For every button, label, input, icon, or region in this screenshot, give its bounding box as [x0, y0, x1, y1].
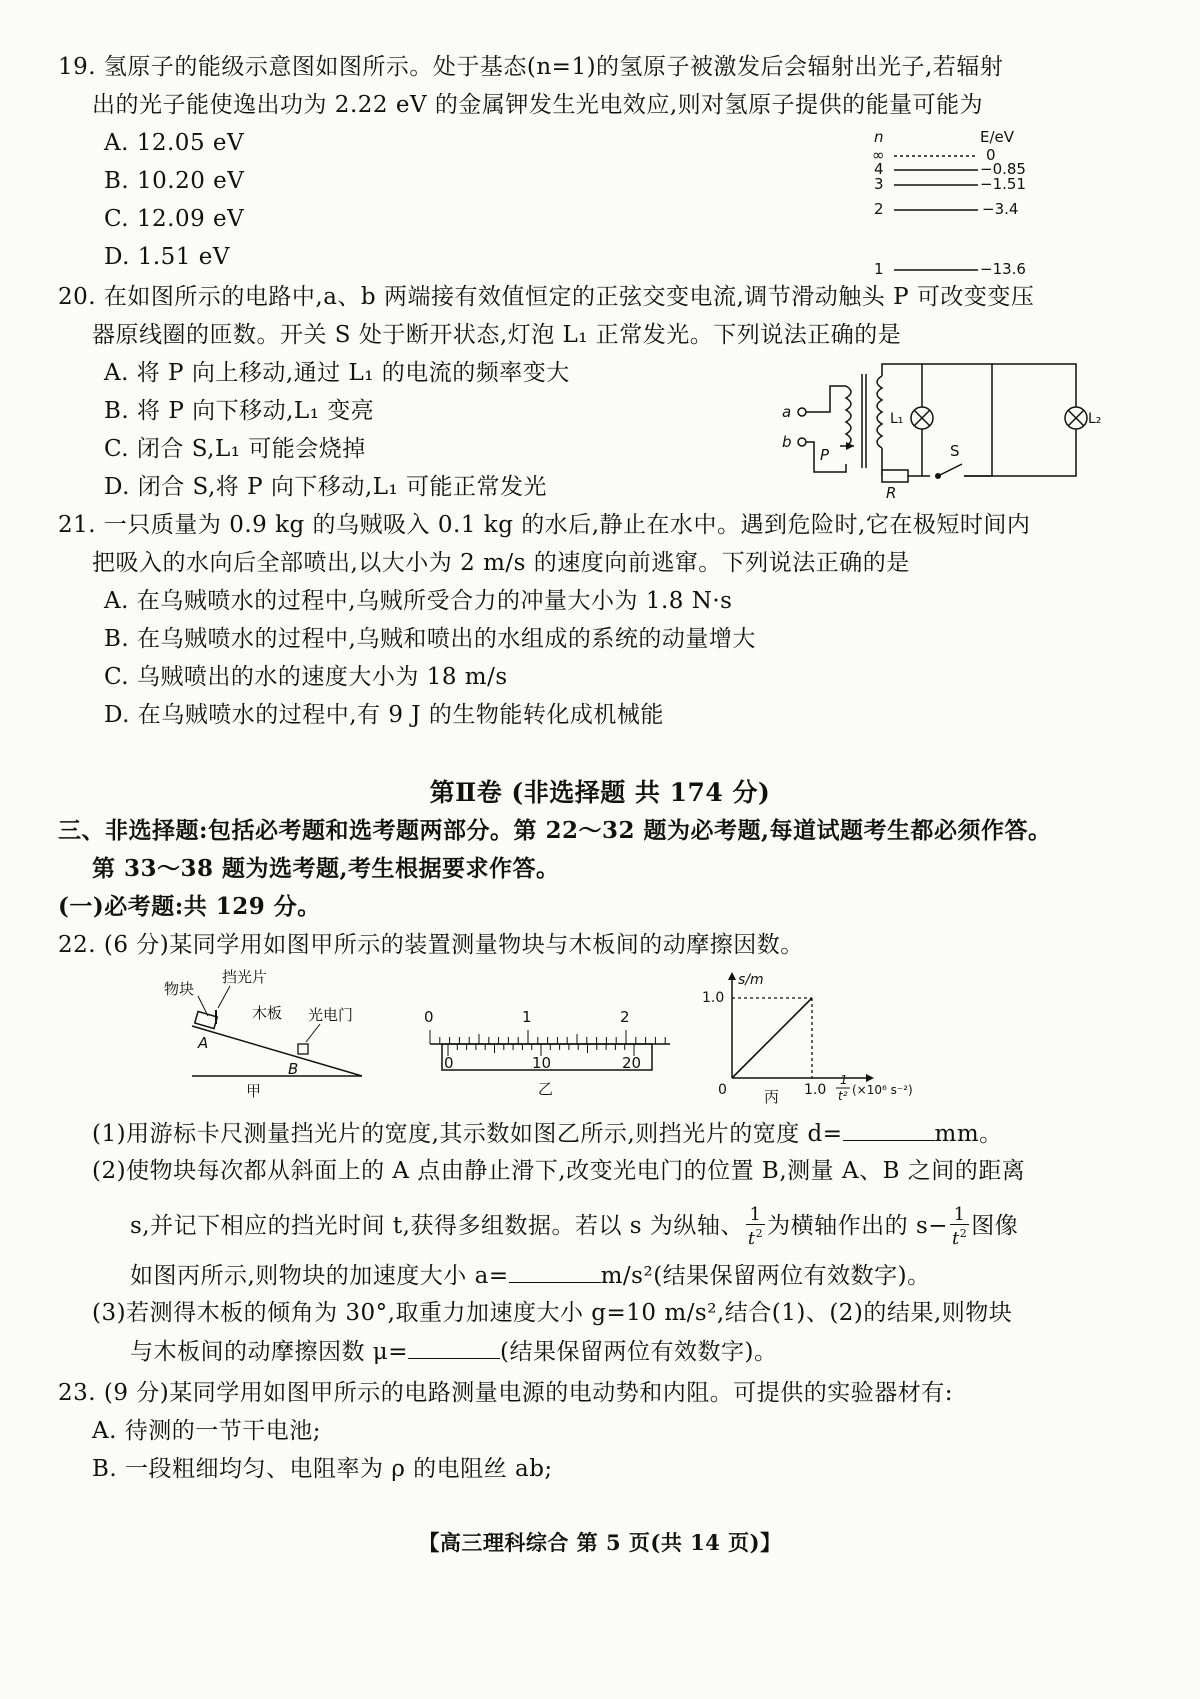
switch-s-label: S: [950, 442, 960, 460]
terminal-a-label: a: [782, 403, 792, 421]
level-3-e: −1.51: [980, 175, 1026, 193]
level-3-n: 3: [874, 175, 884, 193]
main-tick-1: 1: [522, 1008, 532, 1026]
q23-item-a: A. 待测的一节干电池;: [92, 1418, 321, 1444]
q22-stem: 22. (6 分)某同学用如图甲所示的装置测量物块与木板间的动摩擦因数。: [58, 932, 804, 958]
q22-part3-line1: (3)若测得木板的倾角为 30°,取重力加速度大小 g=10 m/s²,结合(1)、(2)的结果,则物块: [92, 1300, 1013, 1326]
incline-board: [192, 1026, 362, 1076]
q21-option-d: D. 在乌贼喷水的过程中,有 9 J 的生物能转化成机械能: [104, 702, 664, 728]
level-4-e: −0.85: [980, 160, 1026, 178]
inverse-t-squared-fraction-2: $\frac{1}{t^2}$: [952, 1204, 968, 1249]
q22-part3-line2: [130, 1336, 777, 1367]
x-axis-unit: (×10⁶ s⁻²): [852, 1083, 913, 1097]
level-inf-n: ∞: [872, 146, 885, 164]
block: [195, 1011, 218, 1028]
page-footer: 【高三理科综合 第 5 页(共 14 页)】: [418, 1530, 782, 1555]
primary-coil: [846, 386, 851, 446]
q22-part2-line2c: 图像: [971, 1213, 1019, 1239]
q22-part2-line1: (2)使物块每次都从斜面上的 A 点由静止滑下,改变光电门的位置 B,测量 A、B 之间的距离: [92, 1158, 1026, 1184]
q20-option-c: C. 闭合 S,L₁ 可能会烧掉: [104, 436, 366, 462]
lamp-l2-label: L₂: [1088, 411, 1102, 427]
q21-stem-line2: 把吸入的水向后全部喷出,以大小为 2 m/s 的速度向前逃窜。下列说法正确的是: [92, 550, 910, 576]
figure-jia-caption: 甲: [246, 1082, 262, 1100]
figure-yi-caption: 乙: [538, 1080, 554, 1098]
board-label: 木板: [252, 1004, 283, 1022]
point-b-label: B: [288, 1060, 299, 1078]
resistor-r: [882, 470, 908, 482]
y-tick-label: 1.0: [702, 990, 725, 1006]
q22-part1-text: (1)用游标卡尺测量挡光片的宽度,其示数如图乙所示,则挡光片的宽度 d=: [92, 1121, 843, 1147]
photogate: [298, 1044, 308, 1054]
level-4-n: 4: [874, 160, 884, 178]
q22-part2-line2a: s,并记下相应的挡光时间 t,获得多组数据。若以 s 为纵轴、: [130, 1213, 744, 1239]
q19-stem-line2: 出的光子能使逸出功为 2.22 eV 的金属钾发生光电效应,则对氢原子提供的能量可能为: [92, 92, 984, 118]
q21-option-c: C. 乌贼喷出的水的速度大小为 18 m/s: [104, 664, 508, 690]
q23-item-b: B. 一段粗细均匀、电阻率为 ρ 的电阻丝 ab;: [92, 1456, 553, 1482]
point-a-label: A: [198, 1034, 209, 1052]
q19-option-d: D. 1.51 eV: [104, 244, 230, 270]
q19-stem-line1: 19. 氢原子的能级示意图如图所示。处于基态(n=1)的氢原子被激发后会辐射出光子,若辐射: [58, 54, 1004, 80]
x-axis-label-den: t²: [838, 1089, 848, 1103]
transformer-circuit-diagram: [780, 356, 1102, 502]
s-vs-inverse-t2-line: [732, 998, 812, 1078]
x-axis-label-num: 1: [840, 1073, 848, 1087]
gate-label: 光电门: [308, 1006, 354, 1024]
figure-bing-graph: [700, 970, 940, 1106]
q21-stem-line1: 21. 一只质量为 0.9 kg 的乌贼吸入 0.1 kg 的水后,静止在水中。遇到危险时,它在极短时间内: [58, 512, 1031, 538]
shade-label: 挡光片: [222, 968, 268, 986]
figure-jia-incline: [160, 968, 380, 1098]
resistor-r-label: R: [886, 484, 897, 502]
q22-part3-answer-blank[interactable]: [408, 1336, 500, 1359]
section-ii-intro-line2: 第 33～38 题为选考题,考生根据要求作答。: [92, 855, 560, 882]
energy-level-diagram: [860, 128, 1040, 278]
required-questions-heading: (一)必考题:共 129 分。: [58, 893, 321, 920]
level-1-n: 1: [874, 260, 884, 278]
q20-stem-line2: 器原线圈的匝数。开关 S 处于断开状态,灯泡 L₁ 正常发光。下列说法正确的是: [92, 322, 902, 348]
q22-part1-unit: mm。: [934, 1121, 1003, 1147]
terminal-a: [798, 408, 806, 416]
q21-option-a: A. 在乌贼喷水的过程中,乌贼所受合力的冲量大小为 1.8 N·s: [104, 588, 733, 614]
q23-stem: 23. (9 分)某同学用如图甲所示的电路测量电源的电动势和内阻。可提供的实验器材有:: [58, 1380, 954, 1406]
section-ii-title: 第Ⅱ卷 (非选择题 共 174 分): [429, 778, 771, 807]
n-axis-label: n: [874, 128, 884, 146]
q22-part1-answer-blank[interactable]: [843, 1118, 935, 1141]
q20-option-b: B. 将 P 向下移动,L₁ 变亮: [104, 398, 375, 424]
q22-part3-line2b: (结果保留两位有效数字)。: [500, 1339, 778, 1365]
level-2-e: −3.4: [982, 200, 1019, 218]
q22-part1: [92, 1118, 1003, 1149]
vernier-tick-20: 20: [622, 1054, 642, 1072]
q22-part2-line3: [130, 1260, 931, 1291]
q22-part2-answer-blank[interactable]: [509, 1260, 601, 1283]
vernier-tick-10: 10: [532, 1054, 552, 1072]
energy-axis-label: E/eV: [980, 128, 1015, 146]
figure-yi-vernier: [420, 1008, 680, 1098]
y-axis-label: s/m: [738, 972, 764, 988]
q20-stem-line1: 20. 在如图所示的电路中,a、b 两端接有效值恒定的正弦交变电流,调节滑动触头 P 可改变变压: [58, 284, 1035, 310]
terminal-b: [798, 438, 806, 446]
level-1-e: −13.6: [980, 260, 1026, 278]
inverse-t-squared-fraction: $\frac{1}{t^2}$: [747, 1204, 764, 1249]
q19-option-c: C. 12.09 eV: [104, 206, 245, 232]
vernier-tick-0: 0: [444, 1054, 454, 1072]
q20-option-d: D. 闭合 S,将 P 向下移动,L₁ 可能正常发光: [104, 474, 548, 500]
terminal-b-label: b: [782, 433, 792, 451]
q22-part3-line2a: 与木板间的动摩擦因数 μ=: [130, 1339, 409, 1365]
figure-bing-caption: 丙: [764, 1088, 780, 1106]
origin-label: 0: [718, 1082, 727, 1098]
x-tick-label: 1.0: [804, 1082, 827, 1098]
slider-p-label: P: [820, 446, 830, 464]
q20-option-a: A. 将 P 向上移动,通过 L₁ 的电流的频率变大: [104, 360, 570, 386]
q22-part2-line3b: m/s²(结果保留两位有效数字)。: [600, 1263, 931, 1289]
section-ii-intro-line1: 三、非选择题:包括必考题和选考题两部分。第 22～32 题为必考题,每道试题考生都必须作答。: [58, 817, 1052, 844]
q19-option-a: A. 12.05 eV: [104, 130, 245, 156]
block-label: 物块: [164, 980, 195, 998]
level-2-n: 2: [874, 200, 884, 218]
main-tick-2: 2: [620, 1008, 630, 1026]
secondary-coil: [877, 376, 882, 448]
main-tick-0: 0: [424, 1008, 434, 1026]
q22-part2-line2: [130, 1206, 1018, 1248]
q22-part2-line3a: 如图丙所示,则物块的加速度大小 a=: [130, 1263, 509, 1289]
level-inf-e: 0: [986, 146, 996, 164]
q22-part2-line2b: 为横轴作出的 s−: [767, 1213, 949, 1239]
q19-option-b: B. 10.20 eV: [104, 168, 245, 194]
lamp-l1-label: L₁: [890, 411, 904, 427]
q21-option-b: B. 在乌贼喷水的过程中,乌贼和喷出的水组成的系统的动量增大: [104, 626, 756, 652]
